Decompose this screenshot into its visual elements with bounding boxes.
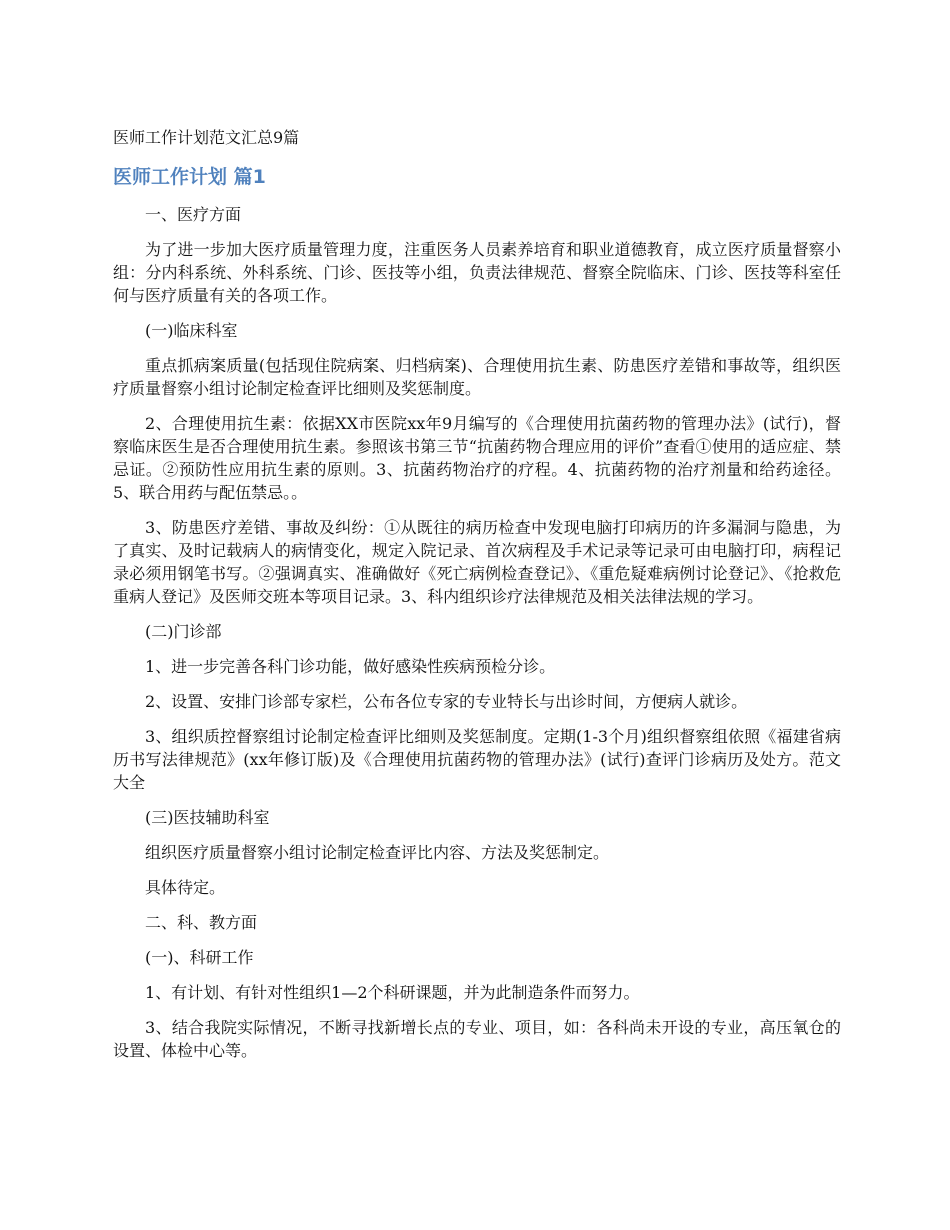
section-heading: 医师工作计划 篇1 [113, 166, 266, 188]
paragraph-antibiotics: 2、合理使用抗生素：依据XX市医院xx年9月编写的《合理使用抗菌药物的管理办法》(试行)，督察临床医生是否合理使用抗生素。参照该书第三节“抗菌药物合理应用的评价”查看①使用的适应症、禁忌证。②预防性应用抗生素的原则。3、抗菌药物治疗的疗程。4、抗菌药物的治疗剂量和给药途径。5、联合用药与配伍禁忌。。 [113, 414, 841, 502]
paragraph-medtech-content: 组织医疗质量督察小组讨论制定检查评比内容、方法及奖惩制定。 [145, 843, 610, 862]
paragraph-tbd: 具体待定。 [145, 878, 226, 897]
paragraph-outpatient-dept: (二)门诊部 [145, 622, 222, 641]
paragraph-research-3: 3、结合我院实际情况，不断寻找新增长点的专业、项目，如：各科尚未开设的专业，高压氧仓的设置、体检中心等。 [113, 1018, 841, 1060]
paragraph-outpatient-2: 2、设置、安排门诊部专家栏，公布各位专家的专业特长与出诊时间，方便病人就诊。 [145, 692, 748, 711]
paragraph-outpatient-3: 3、组织质控督察组讨论制定检查评比细则及奖惩制度。定期(1-3个月)组织督察组依照《福建省病历书写法律规范》(xx年修订版)及《合理使用抗菌药物的管理办法》(试行)查评门诊病历及处方。范文大全 [113, 727, 841, 792]
paragraph-case-quality: 重点抓病案质量(包括现住院病案、归档病案)、合理使用抗生素、防患医疗差错和事故等，组织医疗质量督察小组讨论制定检查评比细则及奖惩制度。 [113, 356, 841, 398]
paragraph-research-education: 二、科、教方面 [145, 913, 258, 932]
paragraph-clinical-dept: (一)临床科室 [145, 321, 238, 340]
paragraph-outpatient-1: 1、进一步完善各科门诊功能，做好感染性疾病预检分诊。 [145, 657, 556, 676]
document-title: 医师工作计划范文汇总9篇 [113, 128, 300, 147]
paragraph-research-work: (一)、科研工作 [145, 948, 254, 967]
document-body [113, 203, 841, 1074]
paragraph-quality-group: 为了进一步加大医疗质量管理力度，注重医务人员素养培育和职业道德教育，成立医疗质量督察小组：分内科系统、外科系统、门诊、医技等小组，负责法律规范、督察全院临床、门诊、医技等科室任何与医疗质量有关的各项工作。 [113, 240, 841, 305]
paragraph-error-prevention: 3、防患医疗差错、事故及纠纷：①从既往的病历检查中发现电脑打印病历的许多漏洞与隐患，为了真实、及时记载病人的病情变化，规定入院记录、首次病程及手术记录等记录可由电脑打印，病程记录必须用钢笔书写。②强调真实、准确做好《死亡病例检查登记》、《重危疑难病例讨论登记》、《抢救危重病人登记》及医师交班本等项目记录。3、科内组织诊疗法律规范及相关法律法规的学习。 [113, 518, 841, 606]
paragraph-medtech-dept: (三)医技辅助科室 [145, 808, 270, 827]
paragraph-research-1: 1、有计划、有针对性组织1—2个科研课题，并为此制造条件而努力。 [145, 983, 640, 1002]
paragraph-medical-aspect: 一、医疗方面 [145, 205, 242, 224]
